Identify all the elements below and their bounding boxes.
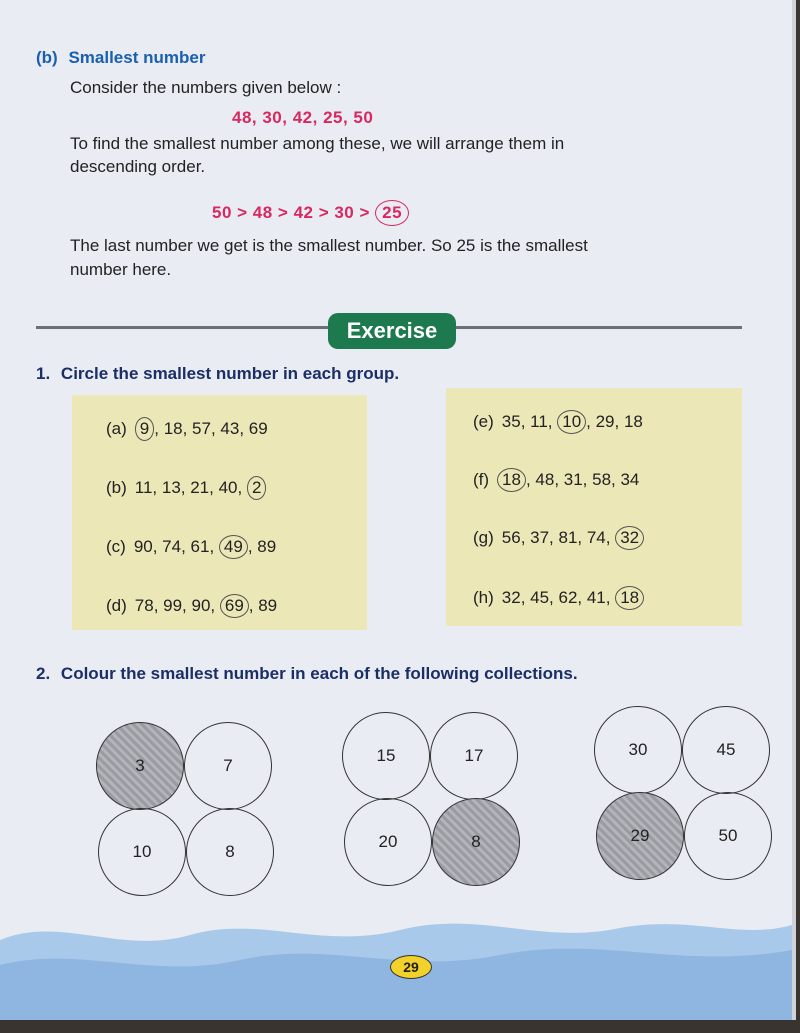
exercise-item [106,535,276,559]
number-circle-value: 7 [223,756,233,775]
item-label: (a) [106,419,127,438]
exercise-item [106,594,277,618]
number-circle-value: 45 [716,740,736,759]
exercise-item [106,476,266,500]
conclusion-line-2: number here. [70,260,172,279]
number-circle-value: 29 [630,826,650,845]
number-circle-value: 8 [471,832,481,851]
circled-smallest-number: 9 [135,417,154,441]
number-circle [432,798,520,886]
number-circle [98,808,186,896]
item-numbers-after: , 89 [248,596,278,615]
section-title-text: Smallest number [68,48,206,67]
number-circle [594,706,682,794]
number-circle-value: 3 [135,756,145,775]
question-1-text: Circle the smallest number in each group. [60,364,400,383]
number-circle [184,722,272,810]
question-1-number: 1. [36,364,51,383]
number-circle [342,712,430,800]
conclusion-line-1: The last number we get is the smallest number. So 25 is the smallest [70,236,588,255]
item-numbers-after: , 29, 18 [586,412,643,431]
circled-smallest-number: 69 [220,594,249,618]
item-numbers-after: , 18, 57, 43, 69 [154,419,268,438]
number-circle-value: 20 [378,832,398,851]
exercise-item [106,417,268,441]
smallest-number-circle: 25 [375,200,409,226]
circled-smallest-number: 32 [615,526,644,550]
number-circle [430,712,518,800]
exercise-item [473,410,643,434]
number-circle [682,706,770,794]
item-label: (b) [106,478,127,497]
intro-line: Consider the numbers given below : [70,78,342,97]
item-label: (e) [473,412,494,431]
number-circle-value: 15 [376,746,396,765]
item-numbers-before: 32, 45, 62, 41, [501,588,616,607]
item-numbers-before: 11, 13, 21, 40, [134,478,247,497]
item-label: (c) [106,537,126,556]
given-numbers: 48, 30, 42, 25, 50 [232,108,374,127]
circled-smallest-number: 18 [497,468,526,492]
item-numbers-after: , 89 [247,537,277,556]
explanation-line-2: descending order. [70,157,206,176]
section-title [36,48,205,68]
number-circle [96,722,184,810]
circled-smallest-number: 49 [219,535,248,559]
descending-order [212,200,409,226]
item-numbers-before: 78, 99, 90, [134,596,220,615]
question-2-number: 2. [36,664,51,683]
question-2-text: Colour the smallest number in each of the following collections. [60,664,578,683]
number-circle-value: 50 [718,826,738,845]
item-numbers-before: 56, 37, 81, 74, [501,528,616,547]
number-circle-value: 8 [225,842,235,861]
item-label: (d) [106,596,127,615]
number-circle [186,808,274,896]
page-number: 29 [390,955,432,979]
exercise-item [473,526,644,550]
number-circle-value: 30 [628,740,648,759]
number-circle [684,792,772,880]
item-label: (f) [473,470,490,489]
explanation-line-1: To find the smallest number among these, we will arrange them in [70,134,565,153]
question-2 [36,664,578,684]
circled-smallest-number: 18 [615,586,644,610]
circled-smallest-number: 10 [557,410,586,434]
section-label: (b) [36,48,58,67]
order-sequence: 50 > 48 > 42 > 30 > [212,203,370,222]
exercise-item [473,586,644,610]
number-circle [596,792,684,880]
question-1 [36,364,399,384]
exercise-item [473,468,639,492]
item-label: (g) [473,528,494,547]
number-circle [344,798,432,886]
number-circle-value: 17 [464,746,484,765]
item-numbers-after: , 48, 31, 58, 34 [525,470,640,489]
item-numbers-before: 90, 74, 61, [133,537,219,556]
number-circle-value: 10 [132,842,152,861]
item-label: (h) [473,588,494,607]
circled-smallest-number: 2 [247,476,266,500]
item-numbers-before: 35, 11, [501,412,558,431]
exercise-badge: Exercise [328,313,456,349]
